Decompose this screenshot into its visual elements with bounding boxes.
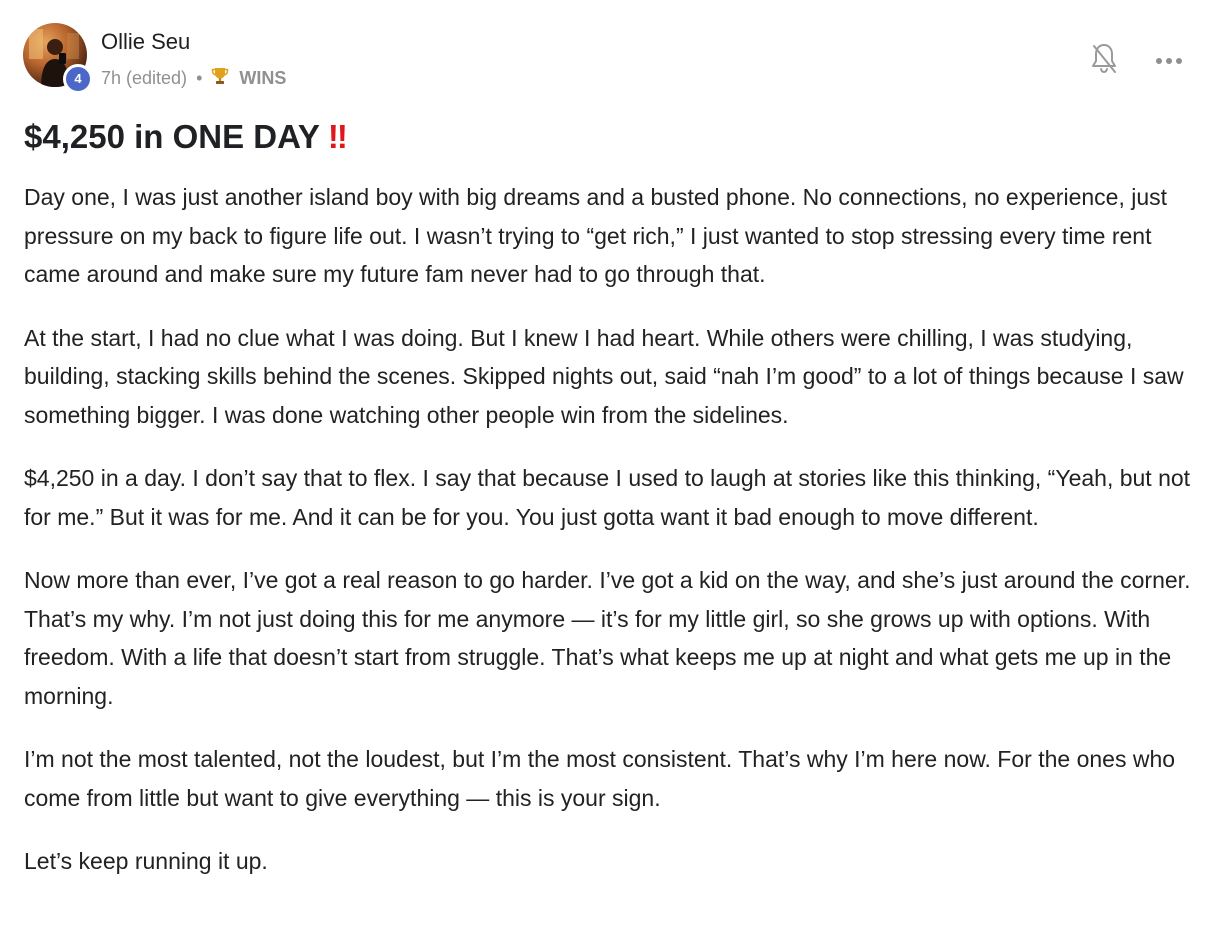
post-body	[24, 178, 1194, 906]
double-exclamation-icon: !!	[327, 118, 346, 155]
post-header	[23, 23, 1203, 93]
post-title	[24, 116, 346, 158]
post-paragraph: Let’s keep running it up.	[24, 848, 268, 874]
post-paragraph: I’m not the most talented, not the loudest, but I’m the most consistent. That’s why I’m here now. For the ones who come from little but want to give everything — this is your sign.	[24, 746, 1176, 811]
post-paragraph: Day one, I was just another island boy with big dreams and a busted phone. No connections, no experience, just pressure on my back to figure life out. I wasn’t trying to “get rich,” I just wanted to stop stressing every time rent came around and make sure my future fam never had to go through that.	[24, 184, 1168, 287]
post-time: 7h (edited)	[101, 68, 188, 88]
meta-separator: •	[196, 68, 203, 88]
post-meta	[101, 66, 286, 91]
category-label[interactable]: WINS	[239, 68, 287, 88]
post-paragraph: Now more than ever, I’ve got a real reason to go harder. I’ve got a kid on the way, and she’s just around the corner. That’s my why. I’m not just doing this for me anymore — it’s for my little girl, so she grows up with options. With freedom. With a life that doesn’t start from struggle. That’s what keeps me up at night and what gets me up in the morning.	[24, 567, 1191, 709]
author-name[interactable]: Ollie Seu	[101, 29, 191, 54]
post-paragraph: At the start, I had no clue what I was doing. But I knew I had heart. While others were chilling, I was studying, building, stacking skills behind the scenes. Skipped nights out, said “nah I’m good” to a lot of things because I saw something bigger. I was done watching other people win from the sidelines.	[24, 324, 1184, 428]
post-paragraph: $4,250 in a day. I don’t say that to flex. I say that because I used to laugh at stories like this thinking, “Yeah, but not for me.” But it was for me. And it can be for you. You just gotta want it bad enough to move different.	[24, 465, 1191, 530]
trophy-icon	[210, 66, 230, 91]
bell-off-icon[interactable]	[1088, 41, 1120, 77]
post-title-text: $4,250 in ONE DAY	[24, 118, 320, 155]
more-horizontal-icon[interactable]	[1155, 53, 1183, 63]
level-badge: 4	[63, 64, 93, 94]
